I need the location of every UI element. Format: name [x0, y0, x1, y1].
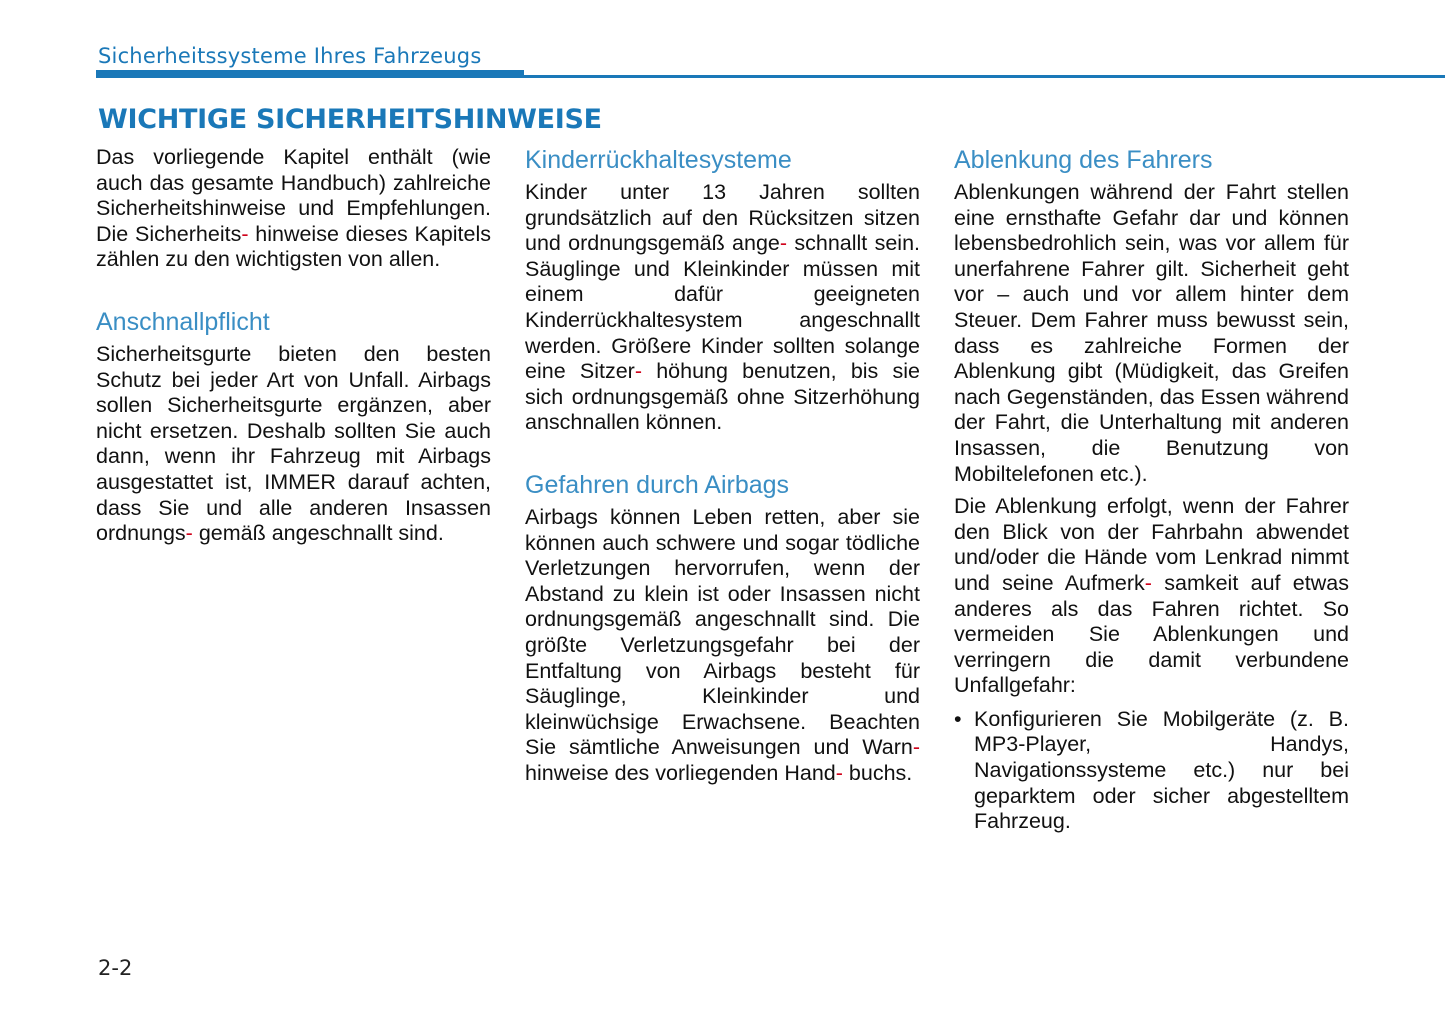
kinder-text-a: Kinder unter 13 Jahren sollten grundsätzlich auf den Rücksitzen sitzen und ordnungsgemäß ange: [525, 180, 920, 256]
column-2: [525, 145, 920, 786]
hyphen-mark: -: [779, 231, 788, 256]
column-3: [954, 145, 1349, 835]
kinderrueckhaltesysteme-paragraph: [525, 180, 920, 436]
ablenkung-text-a: Die Ablenkung erfolgt, wenn der Fahrer den Blick von der Fahrbahn abwendet und/oder die Hände vom Lenkrad nimmt und seine Aufmerk: [954, 494, 1349, 595]
anschnallpflicht-paragraph: [96, 342, 491, 547]
page-title: WICHTIGE SICHERHEITSHINWEISE: [98, 104, 602, 135]
page-number: 2-2: [98, 956, 133, 980]
airbags-text-b: hinweise des vorliegenden Hand: [525, 760, 836, 785]
section-heading-anschnallpflicht: Anschnallpflicht: [96, 307, 270, 336]
intro-text-a: Das vorliegende Kapitel enthält (wie auch das gesamte Handbuch) zahlreiche Sicherheitshinweise und Empfehlungen. Die Sicherheits: [96, 145, 491, 246]
ablenkung-paragraph-2: [954, 494, 1349, 699]
hyphen-mark: -: [241, 221, 249, 246]
airbags-text-c: buchs.: [848, 760, 913, 785]
list-item: • Konfigurieren Sie Mobilgeräte (z. B. MP3-Player, Handys, Navigationssysteme etc.) nur bei geparktem oder sicher abgestelltem Fahrzeug.: [954, 707, 1349, 835]
kinder-text-b: schnallt sein. Säuglinge und Kleinkinder müssen mit einem dafür geeigneten Kinderrückhaltesystem angeschnallt werden. Größere Kinder sollten solange eine Sitzer: [525, 231, 920, 384]
section-heading-airbags: Gefahren durch Airbags: [525, 470, 790, 499]
intro-text-b: hinweise dieses Kapitels zählen zu den wichtigsten von allen.: [96, 221, 491, 272]
airbags-paragraph: [525, 505, 920, 787]
anschnallpflicht-text-b: gemäß angeschnallt sind.: [198, 521, 444, 546]
airbags-text-a: Airbags können Leben retten, aber sie können auch schwere und sogar tödliche Verletzungen hervorrufen, wenn der Abstand zu klein ist oder Insassen nicht ordnungsgemäß angeschnallt sind. Die größte Verletzungsgefahr bei der Entfaltung von Airbags besteht für Säuglinge, Kleinkinder und kleinwüchsige Erwachsene. Beachten Sie sämtliche Anweisungen und Warn: [525, 504, 920, 760]
column-1: [96, 145, 491, 547]
tips-list: [954, 707, 1349, 835]
hyphen-mark: -: [634, 359, 642, 384]
hyphen-mark: -: [1144, 570, 1152, 595]
header-rule-accent: [96, 70, 524, 78]
hyphen-mark: -: [835, 760, 843, 785]
hyphen-mark: -: [912, 735, 920, 760]
section-heading-kinderrueckhaltesysteme: Kinderrückhaltesysteme: [525, 146, 792, 174]
section-heading-ablenkung: Ablenkung des Fahrers: [954, 146, 1213, 174]
chapter-header: Sicherheitssysteme Ihres Fahrzeugs: [98, 44, 482, 68]
ablenkung-text-b: samkeit auf etwas anderes als das Fahren richtet. So vermeiden Sie Ablenkungen und verringern die damit verbundene Unfallgefahr:: [954, 570, 1349, 698]
hyphen-mark: -: [185, 521, 193, 546]
anschnallpflicht-text-a: Sicherheitsgurte bieten den besten Schutz bei jeder Art von Unfall. Airbags sollen Sicherheitsgurte ergänzen, aber nicht ersetzen. Deshalb sollten Sie auch dann, wenn ihr Fahrzeug mit Airbags ausgestattet ist, IMMER darauf achten, dass Sie und alle anderen Insassen ordnungs: [96, 341, 491, 546]
intro-paragraph: [96, 145, 491, 273]
kinder-text-c: höhung benutzen, bis sie sich ordnungsgemäß ohne Sitzerhöhung anschnallen können.: [525, 359, 920, 435]
header-rule: [524, 75, 1445, 78]
ablenkung-paragraph-1: Ablenkungen während der Fahrt stellen eine ernsthafte Gefahr dar und können lebensbedrohlich sein, was vor allem für unerfahrene Fahrer gilt. Sicherheit geht vor – auch und vor allem hinter dem Steuer. Dem Fahrer muss bewusst sein, dass es zahlreiche Formen der Ablenkung gibt (Müdigkeit, das Greifen nach Gegenständen, das Essen während der Fahrt, die Unterhaltung mit anderen Insassen, die Benutzung von Mobiltelefonen etc.).: [954, 180, 1349, 486]
